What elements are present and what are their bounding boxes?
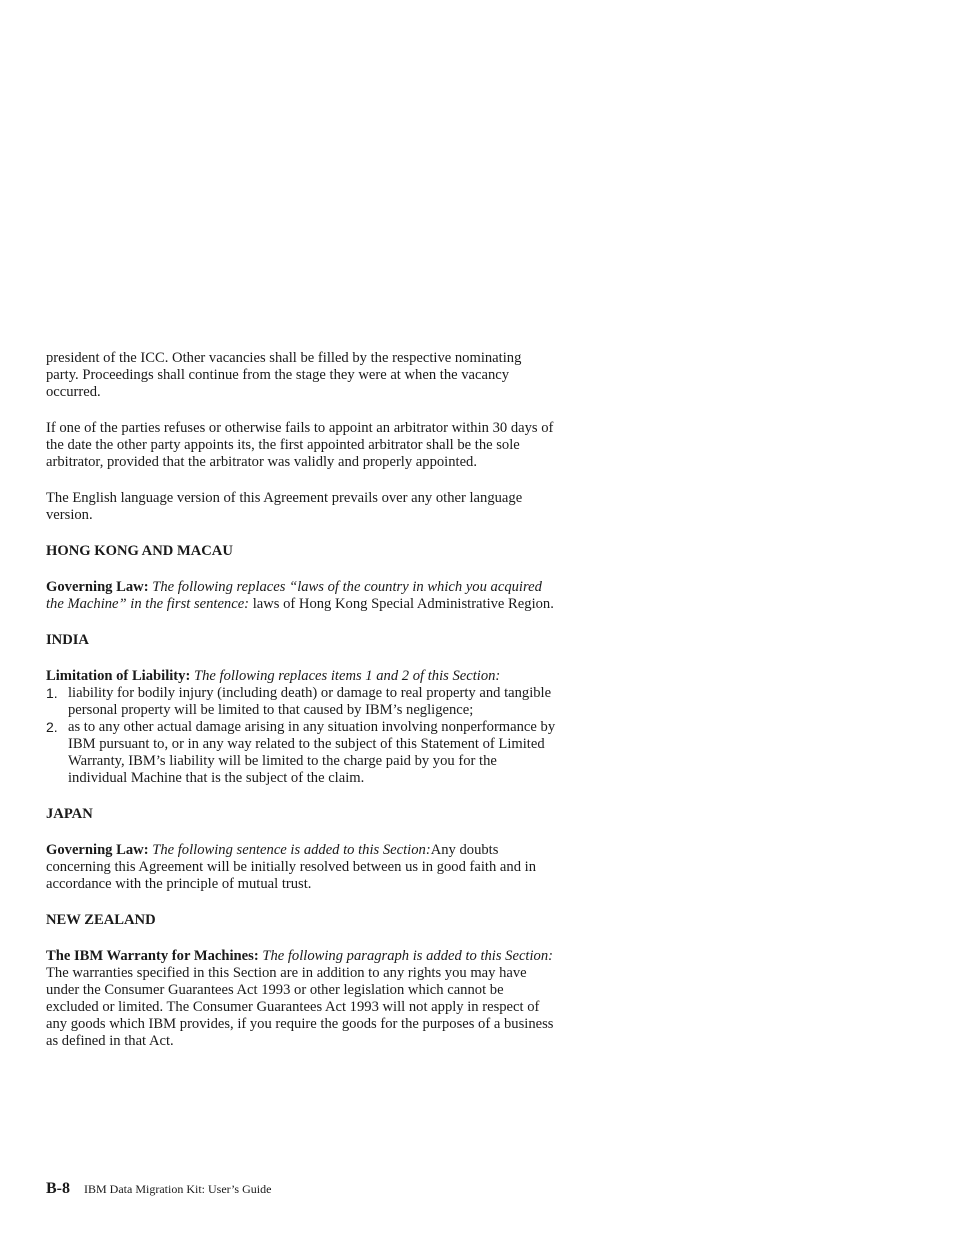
japan-lead: Governing Law: — [46, 842, 149, 858]
list-item-number: 2. — [46, 719, 58, 735]
heading-japan: JAPAN — [46, 806, 93, 822]
hong-kong-lead: Governing Law: — [46, 579, 149, 595]
document-title: IBM Data Migration Kit: User’s Guide — [84, 1182, 272, 1196]
india-items-list — [46, 685, 556, 787]
heading-new-zealand: NEW ZEALAND — [46, 912, 156, 928]
india-limitation-intro — [46, 668, 556, 685]
list-item-text: as to any other actual damage arising in any situation involving nonperformance by IBM pursuant to, or in any way related to the subject of this Statement of Limited Warranty, IBM’s liability will be limited to the charge paid by you for the individual Machine that is the subject of the claim. — [68, 719, 556, 786]
heading-hong-kong-macau: HONG KONG AND MACAU — [46, 543, 233, 559]
new-zealand-text: The warranties specified in this Section are in addition to any rights you may have under the Consumer Guarantees Act 1993 or other legislation which cannot be excluded or limited. The Consumer Guarantees Act 1993 will not apply in respect of any goods which IBM provides, if you require the goods for the purposes of a business as defined in that Act. — [46, 965, 554, 1049]
paragraph-arbitrator-appointment: If one of the parties refuses or otherwise fails to appoint an arbitrator within 30 days of the date the other party appoints its, the first appointed arbitrator shall be the sole arbitrator, provided that the arbitrator was validly and properly appointed. — [46, 420, 554, 470]
japan-italic: The following sentence is added to this Section: — [152, 842, 431, 858]
document-body — [46, 350, 556, 1069]
japan-text: Any doubts concerning this Agreement will be initially resolved between us in good faith and in accordance with the principle of mutual trust. — [46, 842, 536, 892]
paragraph-japan-governing-law — [46, 842, 556, 893]
list-item — [46, 685, 556, 719]
paragraph-new-zealand-warranty — [46, 948, 556, 1050]
paragraph-hong-kong-governing-law — [46, 579, 556, 613]
list-item — [46, 719, 556, 787]
new-zealand-lead: The IBM Warranty for Machines: — [46, 948, 259, 964]
list-item-number: 1. — [46, 685, 58, 701]
list-item-text: liability for bodily injury (including death) or damage to real property and tangible personal property will be limited to that caused by IBM’s negligence; — [68, 685, 552, 718]
india-lead: Limitation of Liability: — [46, 668, 191, 684]
hong-kong-text: laws of Hong Kong Special Administrative Region. — [252, 596, 554, 612]
hong-kong-italic: The following replaces “laws of the country in which you acquired the Machine” in the first sentence: — [46, 579, 542, 612]
paragraph-vacancies: president of the ICC. Other vacancies shall be filled by the respective nominating party. Proceedings shall continue from the stage they were at when the vacancy occurred. — [46, 350, 522, 400]
paragraph-english-version: The English language version of this Agreement prevails over any other language version. — [46, 490, 523, 523]
heading-india: INDIA — [46, 632, 89, 648]
india-italic: The following replaces items 1 and 2 of this Section: — [193, 668, 501, 684]
page-number: B-8 — [46, 1180, 70, 1197]
page-footer — [46, 1180, 271, 1198]
new-zealand-italic: The following paragraph is added to this Section: — [262, 948, 554, 964]
